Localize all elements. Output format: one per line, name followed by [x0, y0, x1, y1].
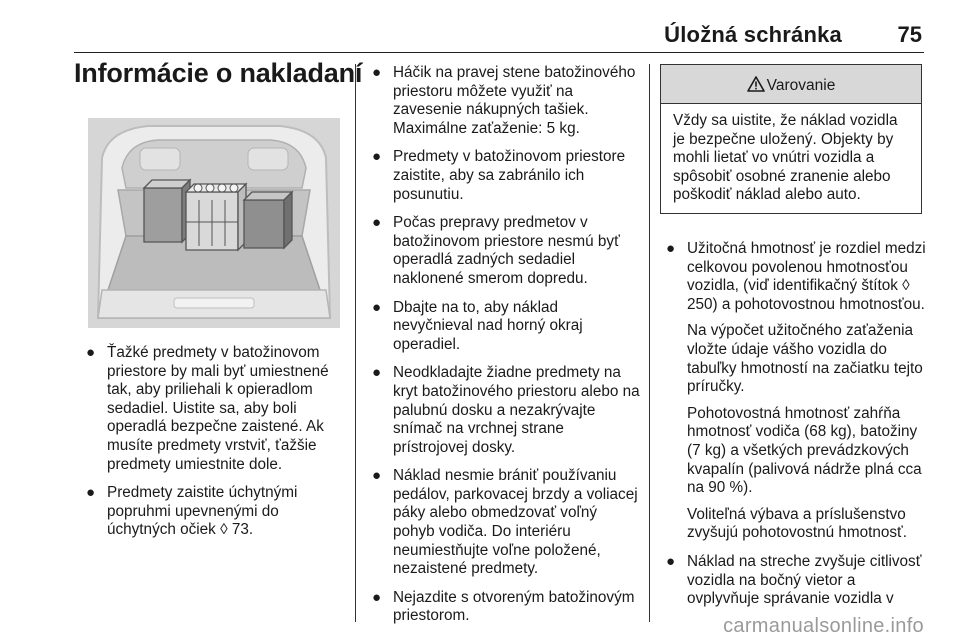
list-item-paragraph: Voliteľná výbava a príslušenstvo zvyšujú pohotovostnú hmotnosť. — [687, 505, 908, 542]
running-header-title: Úložná schránka — [664, 22, 842, 47]
list-item-paragraph: Pohotovostná hmotnosť zahŕňa hmotnosť vodiča (68 kg), batožiny (7 kg) a všetkých prevádzkových kvapalín (palivová nádrže plná cca na 90 %). — [687, 404, 922, 497]
car-trunk-illustration — [88, 118, 340, 328]
list-item — [80, 344, 348, 474]
header-rule — [74, 52, 924, 53]
list-item — [366, 148, 642, 204]
car-trunk-cargo-illustration — [88, 118, 340, 328]
warning-text: Vždy sa uistite, že náklad vozidla je bezpečne uložený. Objekty by mohli lietať vo vnútri vozidla a spôsobiť osobné zranenie alebo poškodiť náklad alebo auto. — [673, 112, 898, 204]
list-item-text: Nejazdite s otvoreným batožinovým priestorom. — [393, 588, 635, 625]
column-divider-1 — [355, 64, 356, 622]
bullet-glyph: ● — [372, 148, 382, 166]
list-item — [660, 553, 928, 609]
list-item-text: Predmety zaistite úchytnými popruhmi upevnenými do úchytných očiek ◊ 73. — [107, 484, 298, 539]
column-divider-2 — [649, 64, 650, 622]
list-item-text: Užitočná hmotnosť je rozdiel medzi celkovou povolenou hmotnosťou vozidla, (viď identifikačný štítok ◊ 250) a pohotovostnou hmotnosťou. — [687, 240, 926, 313]
bullet-glyph: ● — [372, 467, 382, 485]
warning-box — [660, 64, 922, 214]
bullet-glyph: ● — [372, 588, 382, 606]
list-item-text: Náklad na streche zvyšuje citlivosť vozidla na bočný vietor a ovplyvňuje správanie vozidla v — [687, 552, 922, 608]
page-number: 75 — [897, 22, 922, 47]
warning-label: Varovanie — [766, 77, 836, 94]
list-item-text: Predmety v batožinovom priestore zaistite, aby sa zabránilo ich posunutiu. — [393, 148, 626, 203]
list-item-text: Ťažké predmety v batožinovom priestore by mali byť umiestnené tak, aby priliehali k opieradlom sedadiel. Uistite sa, aby boli operadlá bezpečne zaistené. Ak musíte predmety vrstviť, ťažšie predmety umiestnite dole. — [107, 344, 329, 473]
warning-triangle-icon — [747, 76, 765, 92]
list-item — [366, 467, 642, 579]
section-title: Informácie o nakladaní — [74, 58, 363, 88]
bullet-glyph: ● — [372, 214, 382, 232]
list-item-text: Počas prepravy predmetov v batožinovom priestore nesmú byť operadlá zadných sedadiel naklonené smerom dopredu. — [393, 214, 620, 287]
list-item-paragraph: Na výpočet užitočného zaťaženia vložte údaje vášho vozidla do tabuľky hmotností na začiatku tejto príručky. — [687, 322, 923, 396]
bullet-list-2 — [366, 64, 642, 626]
list-item — [80, 484, 348, 540]
list-item — [366, 299, 642, 355]
list-item-text: Neodkladajte žiadne predmety na kryt batožinového priestoru alebo na palubnú dosku a nezakrývajte snímač na vrchnej strane prístrojovej dosky. — [393, 364, 640, 456]
watermark: carmanualsonline.info — [723, 615, 924, 637]
bullet-glyph: ● — [666, 240, 676, 257]
bullet-glyph: ● — [666, 552, 676, 570]
bullet-glyph: ● — [372, 298, 382, 316]
list-item-text: Náklad nesmie brániť používaniu pedálov, parkovacej brzdy a voliacej páky alebo obmedzovať voľný pohyb vodiča. Do interiéru neumiestňujte voľne položené, nezaistené predmety. — [393, 467, 638, 578]
bullet-glyph: ● — [86, 344, 96, 361]
warning-header — [661, 65, 921, 104]
list-item — [366, 364, 642, 457]
bullet-glyph: ● — [372, 64, 382, 81]
list-item — [660, 240, 928, 543]
bullet-glyph: ● — [372, 364, 382, 382]
column-2 — [366, 64, 642, 636]
bullet-list-1 — [80, 344, 348, 540]
list-item — [366, 589, 642, 626]
list-item — [366, 214, 642, 288]
list-item — [366, 64, 642, 138]
column-3 — [660, 240, 928, 619]
bullet-glyph: ● — [86, 484, 96, 502]
list-item-text: Dbajte na to, aby náklad nevyčnieval nad horný okraj operadiel. — [393, 298, 583, 353]
column-1 — [80, 344, 348, 550]
bullet-list-3 — [660, 240, 928, 609]
list-item-text: Háčik na pravej stene batožinového priestoru môžete využiť na zavesenie nákupných tašiek. Maximálne zaťaženie: 5 kg. — [393, 64, 636, 137]
